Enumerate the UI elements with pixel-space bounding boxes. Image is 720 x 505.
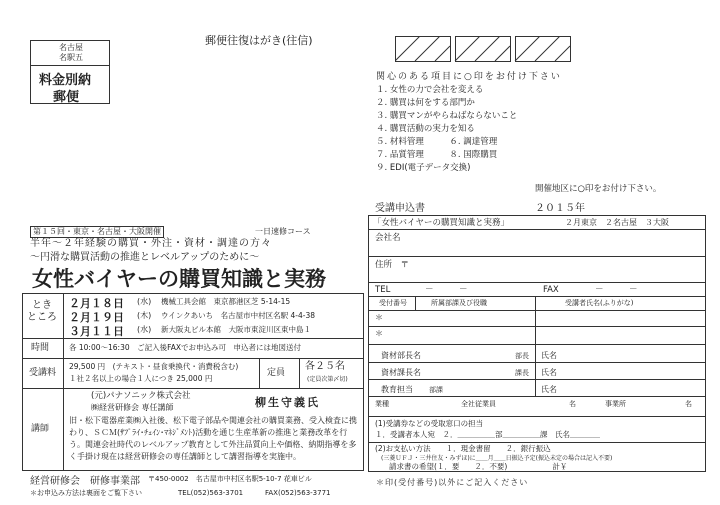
postmark [30,40,110,104]
fax-label: FAX [543,285,559,295]
row-dept-label: 教育担当 [381,385,413,394]
fax-field[interactable]: － － [595,285,638,295]
time-label: 時間 [31,343,50,353]
organizer-address: 〒450-0002 名古屋市中村区名駅5-10-7 花車ビル [148,475,312,483]
row-name-label[interactable]: 氏名 [541,351,557,360]
time-value: 各 10:00～16:30 ご記入後FAXでお申込み可 申込者には地図送付 [69,343,302,352]
postmark-top-2: 名駅五 [59,53,83,62]
organizer-fax: FAX(052)563-3771 [265,489,331,497]
subtitle: ～円滑な購買活動の推進とレベルアップのために～ [30,252,260,263]
region-note: 開催地区に○印をお付け下さい。 [535,184,662,194]
row-name-label[interactable]: 氏名 [541,385,557,394]
interest-heading: 関心のある項目に○印をお付け下さい [376,72,562,82]
fee-line1: 29,500 円 (テキスト・昼食乗換代・消費税含む) [69,362,239,371]
schedule-date: ２月１８日 [69,297,124,310]
interest-item[interactable]: ２. 購買は何をする部門か [376,98,475,108]
schedule-date: ２月１９日 [69,311,124,324]
receipt-request[interactable]: 請求書の希望(１．要 ２．不要) 計￥ [389,462,568,471]
instructor-bio: 旧・松下電器産業㈱入社後、松下電子部品や関連会社の購買業務、受入検査に携わり、ＳＣＭ(ｻﾌﾟﾗｲ･ﾁｪｲﾝ･ﾏﾈｼﾞﾒﾝﾄ)活動を通じ生産革新の推進と業務改革を行う。関連会社時代のレベルアップ教育として外注品質向上や価格、納期指導を多く手掛け現在は経営研修会の専任講師として講習指導を実施中。 [69,416,357,461]
industry-label: 業種 [375,400,389,408]
payment-banks: (三菱ＵＦＪ・三井住友・みずほ)に＿＿月＿＿日振込予定(振込未定の場合は記入不要) [381,455,613,462]
office-unit: 名 [685,400,692,408]
row-dept-label: 資材課長名 [381,368,421,377]
application-year: ２０１５年 [535,203,585,214]
star-mark: ＊ [375,313,383,322]
postmark-bottom-2: 郵便 [53,90,80,105]
tel-field[interactable]: － － [425,285,468,295]
interest-item[interactable]: ３. 購買マンがやらねばならないこと [376,111,518,121]
capacity-label: 定員 [267,368,286,378]
tel-label: TEL [375,285,391,295]
schedule-label: とき ところ [27,300,57,323]
seminar-title: 女性バイヤーの購買知識と実務 [32,267,326,291]
postcard-title: 郵便往復はがき(往信) [205,34,313,47]
session-label: 第１５回・東京・名古屋・大阪開催 [30,226,164,238]
instructor-company: (元)パナソニック株式会社 [91,391,191,401]
application-form [368,215,706,472]
col-dept: 所属部課及び役職 [431,299,487,307]
course-label: 一日速修コース [255,227,311,236]
capacity-value: 各２５名 [305,361,345,372]
row-unit: 課長 [515,369,529,377]
schedule-row [67,309,363,323]
schedule-dow: (木) [137,311,152,320]
schedule-venue: ウインクあいち 名古屋市中村区名駅 4-4-38 [161,311,316,320]
col-receipt-no: 受付番号 [379,299,407,307]
fee-line2: １社２名以上の場合１人につき 25,000 円 [69,374,213,383]
schedule-dow: (水) [137,325,152,334]
fee-label: 受講料 [29,368,57,378]
target-audience: 半年～２年経験の購買・外注・資材・調達の方々 [30,238,272,249]
contact-heading: (1)受講券などの受取窓口の担当 [375,419,484,428]
interest-item[interactable]: ４. 購買活動の実力を知る [376,124,475,134]
interest-item[interactable]: ９. EDI(電子データ交換) [376,163,471,173]
row-dept-label: 資材部長名 [381,351,421,360]
instructor-name: 柳生守義氏 [255,396,320,409]
organizer-tel: TEL(052)563-3701 [178,489,244,497]
instructor-label: 講師 [31,424,50,434]
employees-unit: 名 [569,400,576,408]
postmark-bottom-1: 料金別納 [39,73,92,88]
schedule-venue: 新大阪丸ビル本館 大阪市東淀川区東中島１ [161,325,311,334]
course-title: 「女性バイヤーの購買知識と実務」 [373,218,510,228]
stamp-box-strikes [395,36,575,62]
office-label: 事業所 [605,400,626,408]
row-name-label[interactable]: 氏名 [541,368,557,377]
schedule-row [67,295,363,309]
schedule-date: ３月１１日 [69,325,124,338]
interest-item[interactable]: １. 女性の力で会社を変える [376,85,484,95]
schedule-dow: (水) [137,297,152,306]
star-mark: ＊ [375,329,383,338]
schedule-venue: 機械工具会館 東京都港区芝 5-14-15 [161,297,291,306]
interest-section [376,72,706,175]
stamp-boxes [395,36,575,62]
row-unit: 部課 [429,386,443,394]
address-label[interactable]: 住所 〒 [375,260,410,270]
employees-label: 全社従業員 [461,400,496,408]
row-unit: 部長 [515,352,529,360]
postmark-top-1: 名古屋 [59,43,83,52]
interest-item[interactable]: ７. 品質管理 ８. 国際購買 [376,150,498,160]
payment-heading[interactable]: (2)お支払い方法 １．現金書留 ２．銀行振込 [375,444,551,453]
footer-note: ＊印(受付番号)以外にご記入ください [376,478,529,487]
instructor-role: ㈱経営研修会 専任講師 [91,403,174,412]
course-regions: ２月東京 ２名古屋 ３大阪 [565,218,669,227]
interest-item[interactable]: ５. 材料管理 ６. 調達管理 [376,137,498,147]
application-heading: 受講申込書 [375,203,425,214]
schedule-row [67,323,363,337]
company-label[interactable]: 会社名 [375,233,401,243]
organizer-name: 経営研修会 研修事業部 [30,476,140,487]
contact-line[interactable]: １．受講者本人宛 ２．＿＿＿＿＿部＿＿＿＿＿課 氏名＿＿＿＿ [375,430,600,439]
col-name: 受講者氏名(ふりがな) [565,299,634,307]
organizer-note: ＊お申込み方法は裏面をご覧下さい [30,489,142,497]
capacity-note: (定員次第〆切) [307,376,348,383]
info-table [22,293,364,471]
